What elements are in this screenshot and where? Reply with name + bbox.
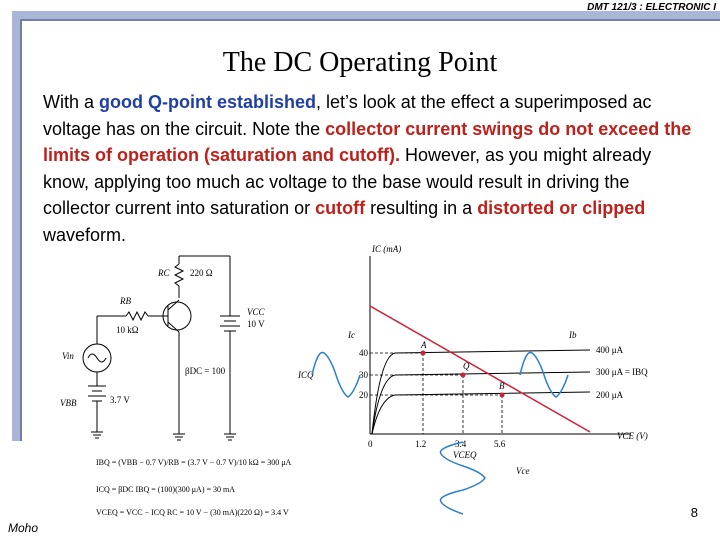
- vce-label: Vce: [516, 466, 530, 476]
- equation-ibq: IBQ = (VBB − 0.7 V)/RB = (3.7 V − 0.7 V)/10 kΩ = 300 μA: [96, 458, 292, 467]
- point-a: [421, 351, 426, 356]
- page-number: 8: [690, 505, 698, 520]
- vbb-label: VBB: [60, 398, 77, 408]
- body-text-5: waveform.: [43, 224, 127, 245]
- circuit-labels: [60, 268, 266, 408]
- ib-label: Ib: [569, 330, 577, 340]
- equation-icq: ICQ = βDC IBQ = (100)(300 μA) = 30 mA: [96, 485, 235, 494]
- point-a-label: A: [421, 340, 427, 350]
- point-b-label: B: [499, 381, 505, 391]
- y-tick-20: 20: [359, 390, 368, 400]
- load-line: [370, 306, 590, 432]
- x-tick-3-4: 3.4: [455, 439, 467, 449]
- slide-title: The DC Operating Point: [222, 47, 498, 78]
- body-text-4: resulting in a: [365, 198, 478, 218]
- frame-left-line: [20, 19, 22, 441]
- body-highlight-swings: collector current swings do not exceed the limits of operation (saturation and cutoff).: [43, 118, 692, 165]
- x-tick-5-6: 5.6: [494, 439, 506, 449]
- body-highlight-distorted: distorted or clipped: [477, 198, 646, 218]
- point-b: [500, 393, 505, 398]
- rb-value: 10 kΩ: [116, 325, 139, 335]
- body-paragraph: [43, 89, 693, 248]
- rc-value: 220 Ω: [190, 268, 213, 278]
- figure-svg: [50, 236, 690, 526]
- curve-label-200: 200 μA: [596, 390, 624, 400]
- vcc-label: VCC: [247, 307, 265, 317]
- equation-vceq: VCEQ = VCC − ICQ RC = 10 V − (30 mA)(220 Ω) = 3.4 V: [96, 508, 289, 517]
- x-tick-0: 0: [368, 439, 373, 449]
- curve-label-300: 300 μA = IBQ: [596, 367, 648, 377]
- body-highlight-qpoint: good Q-point established: [99, 92, 317, 112]
- course-header: DMT 121/3 : ELECTRONIC I: [587, 2, 716, 13]
- beta-label: βDC = 100: [185, 366, 226, 376]
- body-text-3: However, as you might already know, applying too much ac voltage to the base would result in driving the collector current into saturation or: [43, 145, 652, 218]
- vcc-value: 10 V: [247, 319, 265, 329]
- waveforms: [312, 352, 568, 514]
- equations: [96, 458, 292, 517]
- frame-top-line: [20, 19, 720, 21]
- rb-label: RB: [120, 296, 131, 306]
- icq-label: ICQ: [298, 370, 314, 380]
- body-text-1: With a: [43, 92, 100, 112]
- footer-author: Moho: [8, 521, 39, 535]
- curve-label-400: 400 μA: [596, 345, 624, 355]
- vceq-label: VCEQ: [453, 450, 477, 460]
- x-tick-1-2: 1.2: [415, 439, 427, 449]
- rc-label: RC: [158, 268, 170, 278]
- vbb-value: 3.7 V: [110, 395, 130, 405]
- characteristic-curves: [372, 350, 590, 434]
- point-q-label: Q: [463, 361, 470, 371]
- x-axis-label: VCE (V): [617, 431, 648, 441]
- body-text-2: , let’s look at the effect a superimposed ac voltage has on the circuit. Note the: [43, 92, 652, 139]
- circuit-and-loadline-figure: [50, 236, 690, 526]
- vin-label: Vin: [62, 351, 74, 361]
- point-q: [461, 373, 466, 378]
- loadline-graph: [297, 244, 648, 514]
- y-axis-label: IC (mA): [372, 244, 402, 254]
- body-highlight-cutoff: cutoff: [315, 198, 366, 218]
- y-tick-40: 40: [359, 348, 368, 358]
- ic-label: Ic: [348, 330, 355, 340]
- circuit-schematic: [83, 256, 240, 440]
- y-tick-30: 30: [359, 370, 368, 380]
